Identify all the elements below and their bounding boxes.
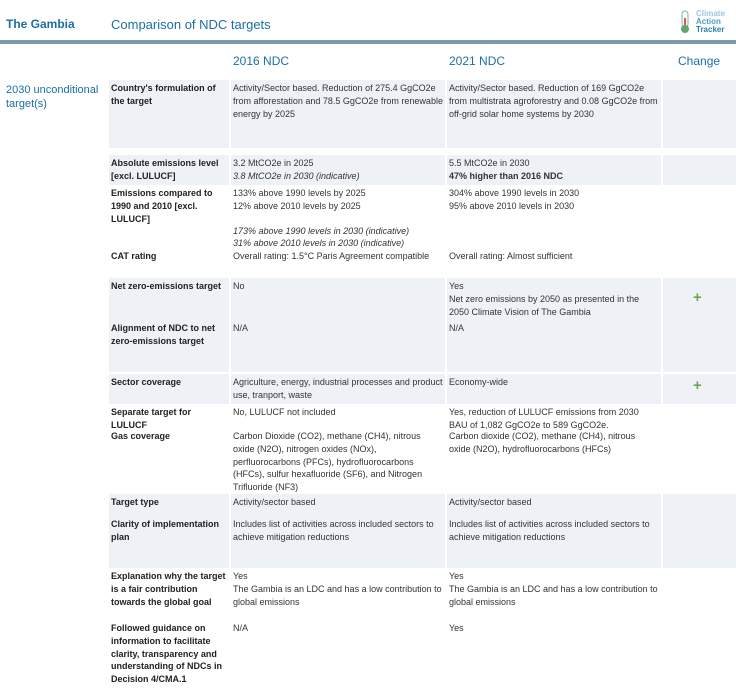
table-row xyxy=(0,374,736,404)
cell-line: 133% above 1990 levels by 2025 xyxy=(233,188,366,198)
cell-change xyxy=(663,494,736,516)
cell-2021-ndc xyxy=(447,428,661,494)
thermometer-icon xyxy=(678,10,692,34)
row-label: Sector coverage xyxy=(109,374,229,404)
plus-icon: + xyxy=(693,377,702,394)
cell-2021-ndc xyxy=(447,248,661,278)
cell-line: Activity/sector based xyxy=(233,497,316,507)
cell-line: 173% above 1990 levels in 2030 (indicative) xyxy=(233,225,410,236)
cell-line: Yes xyxy=(449,571,464,581)
row-label: Absolute emissions level [excl. LULUCF] xyxy=(109,155,229,185)
cell-change xyxy=(663,320,736,372)
cell-line: 12% above 2010 levels by 2025 xyxy=(233,200,361,211)
cell-line: Overall rating: 1.5°C Paris Agreement compatible xyxy=(233,251,430,261)
table-row xyxy=(0,155,736,185)
cell-line: Yes, reduction of LULUCF emissions from 2030 BAU of 1,082 GgCO2e to 589 GgCO2e. xyxy=(449,407,639,430)
cell-2021-ndc xyxy=(447,494,661,516)
cell-2016-ndc xyxy=(231,248,445,278)
row-label: Followed guidance on information to facilitate clarity, transparency and understanding of NDCs in Decision 4/CMA.1 xyxy=(111,623,222,685)
table-row xyxy=(0,320,736,372)
row-label: Net zero-emissions target xyxy=(109,278,229,320)
cell-line: N/A xyxy=(449,323,465,333)
cell-line: N/A xyxy=(233,623,249,633)
cell-line: 5.5 MtCO2e in 2030 xyxy=(449,158,530,168)
table-row xyxy=(0,428,736,494)
table-row xyxy=(0,80,736,148)
cell-change xyxy=(663,248,736,278)
cell-line: Carbon dioxide (CO2), methane (CH4), nitrous oxide (N2O), hydrofluorocarbons (HFCs) xyxy=(449,431,636,454)
cell-change xyxy=(663,428,736,494)
cell-2016-ndc xyxy=(231,278,445,320)
cell-change xyxy=(663,568,736,620)
cell-2021-ndc xyxy=(447,568,661,620)
cell-2021-ndc xyxy=(447,516,661,568)
column-header-change: Change xyxy=(678,54,721,68)
table-row xyxy=(0,185,736,248)
cell-2016-ndc xyxy=(231,155,445,185)
cell-change xyxy=(663,516,736,568)
cell-line: Activity/Sector based. Reduction of 169 GgCO2e from multistrata agroforestry and 0.08 GgCO2e from off-grid solar home systems by 2030 xyxy=(449,83,658,119)
cell-line: Includes list of activities across included sectors to achieve mitigation reductions xyxy=(233,519,434,542)
row-label: Separate target for LULUCF xyxy=(111,407,192,430)
cell-2016-ndc xyxy=(231,428,445,494)
table-row xyxy=(0,516,736,568)
cell-2016-ndc xyxy=(231,185,445,248)
plus-icon: + xyxy=(693,289,702,306)
cell-2016-ndc xyxy=(231,494,445,516)
cell-change xyxy=(663,374,736,404)
row-label: Clarity of implementation plan xyxy=(109,516,229,568)
row-label: Gas coverage xyxy=(111,431,171,441)
cell-line: Economy-wide xyxy=(449,377,509,387)
page-header xyxy=(0,0,736,40)
cell-2016-ndc xyxy=(231,404,445,428)
cell-line: Carbon Dioxide (CO2), methane (CH4), nitrous oxide (N2O), nitrogen oxides (NOx), perfluorocarbons (PFCs), hydrofluorocarbons (HFCs), sulfur hexafluoride (SF6), and Nitrogen Trifluoride (NF3) xyxy=(233,431,423,493)
cell-line: The Gambia is an LDC and has a low contribution to global emissions xyxy=(233,583,442,607)
cell-change xyxy=(663,620,736,688)
section-label: 2030 unconditional target(s) xyxy=(6,84,99,110)
cell-2021-ndc xyxy=(447,278,661,320)
cell-line: 95% above 2010 levels in 2030 xyxy=(449,200,575,211)
cell-change xyxy=(663,80,736,148)
cell-line: Activity/Sector based. Reduction of 275.4 GgCO2e from afforestation and 78.5 GgCO2e from renewable energy by 2025 xyxy=(233,83,443,119)
cell-line: 31% above 2010 levels in 2030 (indicative) xyxy=(233,238,405,249)
cell-change xyxy=(663,155,736,185)
table-row xyxy=(0,404,736,428)
table-row xyxy=(0,568,736,620)
cell-2016-ndc xyxy=(231,320,445,372)
logo-wordmark xyxy=(696,10,725,34)
cell-2021-ndc xyxy=(447,80,661,148)
cell-2016-ndc xyxy=(231,620,445,688)
cell-line: 3.8 MtCO2e in 2030 (indicative) xyxy=(233,170,360,181)
header-rule xyxy=(0,40,736,44)
cell-line: 304% above 1990 levels in 2030 xyxy=(449,188,580,198)
cell-change xyxy=(663,185,736,248)
cell-change xyxy=(663,404,736,428)
cell-line: N/A xyxy=(233,323,249,333)
cell-line: Yes xyxy=(449,623,464,633)
column-header-2021: 2021 NDC xyxy=(449,54,506,68)
cell-2016-ndc xyxy=(231,374,445,404)
table-row xyxy=(0,248,736,278)
table-row xyxy=(0,494,736,516)
cell-line: 3.2 MtCO2e in 2025 xyxy=(233,158,314,168)
cell-line: No, LULUCF not included xyxy=(233,407,336,417)
cell-line: 47% higher than 2016 NDC xyxy=(449,170,564,181)
cell-line: Yes xyxy=(233,571,248,581)
cell-2021-ndc xyxy=(447,374,661,404)
row-label: Alignment of NDC to net zero-emissions target xyxy=(109,320,229,372)
cell-2016-ndc xyxy=(231,568,445,620)
logo-line-2: Action xyxy=(696,17,721,26)
cell-change xyxy=(663,278,736,320)
column-header-2016: 2016 NDC xyxy=(233,54,290,68)
cell-2021-ndc xyxy=(447,155,661,185)
row-label: Target type xyxy=(109,494,229,516)
cell-line: The Gambia is an LDC and has a low contribution to global emissions xyxy=(449,583,658,607)
logo-line-1: Climate xyxy=(696,9,725,18)
cell-line: Overall rating: Almost sufficient xyxy=(449,251,573,261)
climate-action-tracker-logo[interactable] xyxy=(678,10,734,38)
logo-line-3: Tracker xyxy=(696,25,725,34)
row-label: Country's formulation of the target xyxy=(109,80,229,148)
row-label: Emissions compared to 1990 and 2010 [excl. LULUCF] xyxy=(111,188,213,224)
cell-line: Includes list of activities across included sectors to achieve mitigation reductions xyxy=(449,519,650,542)
cell-2021-ndc xyxy=(447,404,661,428)
cell-2021-ndc xyxy=(447,620,661,688)
cell-line: No xyxy=(233,281,245,291)
cell-2021-ndc xyxy=(447,185,661,248)
cell-2016-ndc xyxy=(231,516,445,568)
page-title: Comparison of NDC targets xyxy=(111,17,271,32)
cell-2016-ndc xyxy=(231,80,445,148)
cell-line: Yes xyxy=(449,281,464,291)
cell-line: Agriculture, energy, industrial processes and product use, tranport, waste xyxy=(233,377,443,400)
cell-line: Activity/sector based xyxy=(449,497,532,507)
country-name[interactable]: The Gambia xyxy=(6,17,75,31)
table-row xyxy=(0,278,736,320)
cell-line: Net zero emissions by 2050 as presented in the 2050 Climate Vision of The Gambia xyxy=(449,293,640,317)
cell-2021-ndc xyxy=(447,320,661,372)
row-label: CAT rating xyxy=(111,251,157,261)
row-label: Explanation why the target is a fair contribution towards the global goal xyxy=(111,571,226,607)
table-row xyxy=(0,620,736,688)
